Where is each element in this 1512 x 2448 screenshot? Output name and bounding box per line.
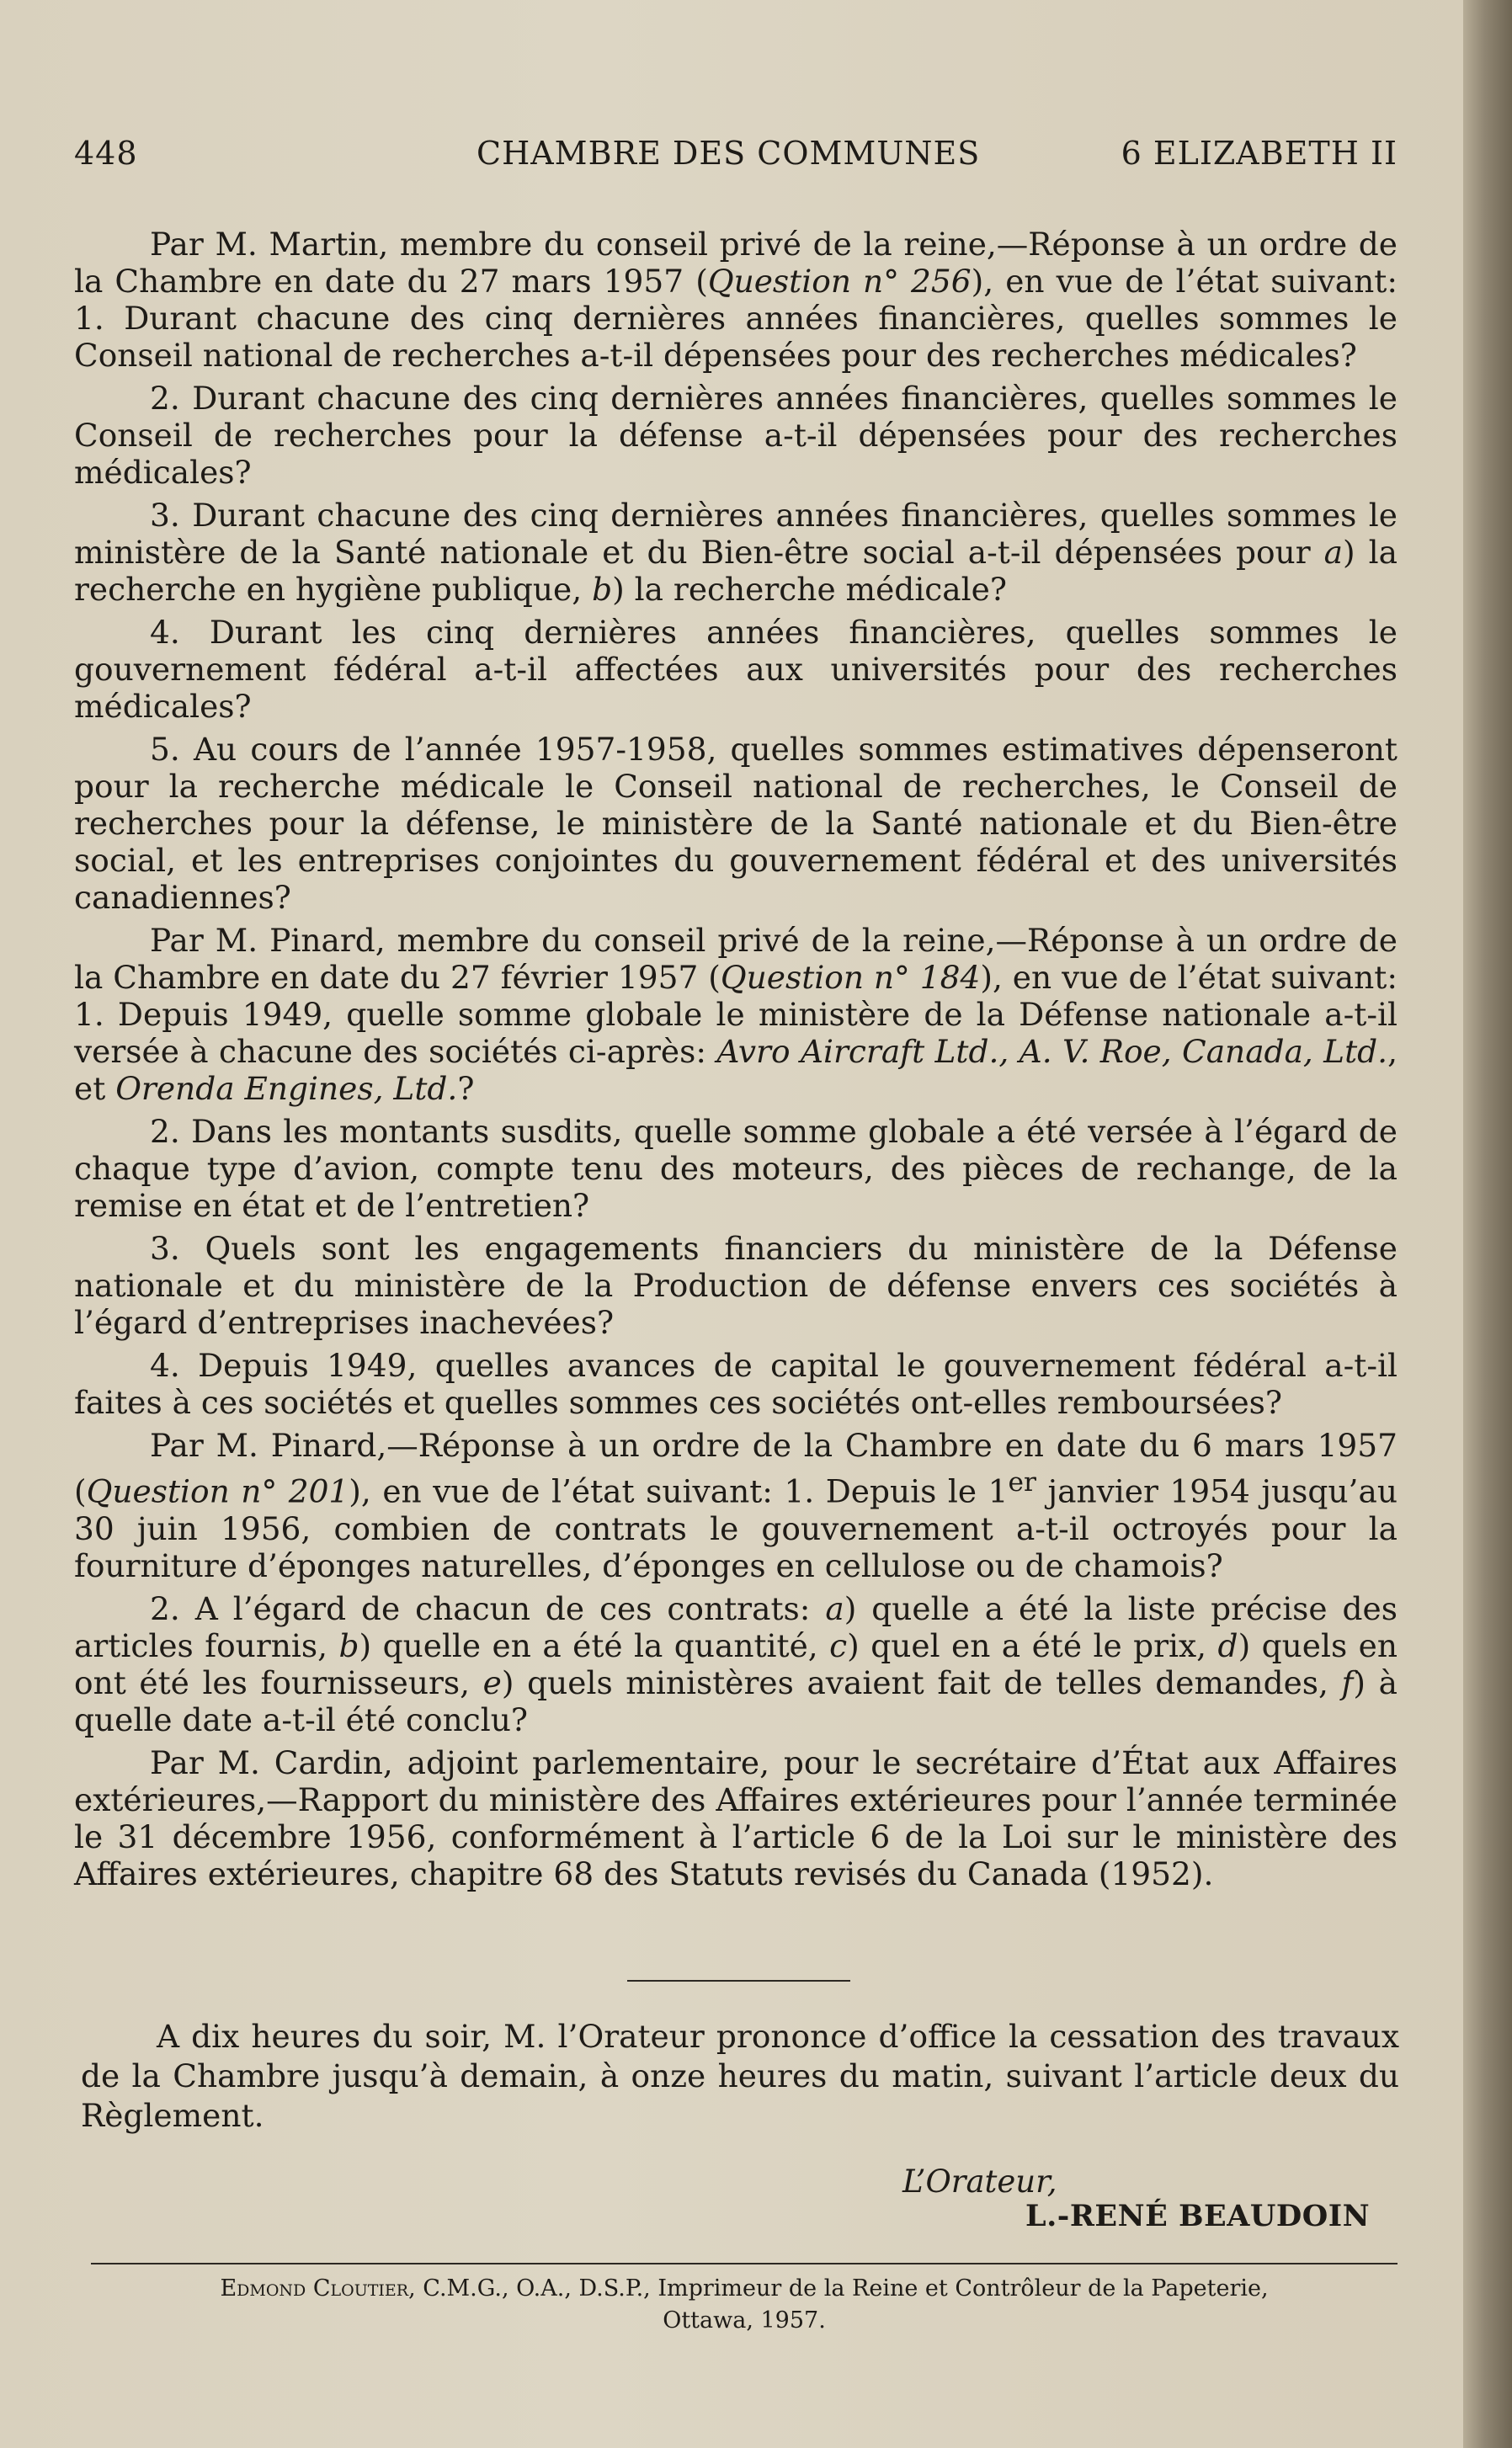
paragraph-item-5: 5. Au cours de l’année 1957-1958, quelles sommes estimatives dépenseront pour la recherche médicale le Conseil national de recherches, le Conseil de recherches pour la défense, le ministère de la Santé nationale et du Bien-être social, et les entreprises conjointes du gouvernement fédéral et des universités canadiennes? (74, 731, 1398, 916)
paragraph-cardin-report: Par M. Cardin, adjoint parlementaire, pour le secrétaire d’État aux Affaires extérieures,—Rapport du ministère des Affaires extérieures pour l’année terminée le 31 décembre 1956, conformément à l’article 6 de la Loi sur le ministère des Affaires extérieures, chapitre 68 des Statuts revisés du Canada (1952). (74, 1743, 1398, 1892)
signature-name: L.-RENÉ BEAUDOIN (1025, 2199, 1371, 2233)
printer-imprint (91, 2273, 1398, 2337)
journal-body (74, 226, 1398, 1898)
paragraph-martin-question-256: Par M. Martin, membre du conseil privé de la reine,—Réponse à un ordre de la Chambre en date du 27 mars 1957 (Question n° 256), en vue de l’état suivant: 1. Durant chacune des cinq dernières années financières, quelles sommes le Conseil national de recherches a-t-il dépensées pour des recherches médicales? (74, 226, 1398, 374)
imprint-line-1: Edmond Cloutier, C.M.G., O.A., D.S.P., Imprimeur de la Reine et Contrôleur de la Papeterie, (220, 2275, 1269, 2302)
chamber-title: CHAMBRE DES COMMUNES (476, 135, 981, 172)
paragraph-item-4: 4. Durant les cinq dernières années financières, quelles sommes le gouvernement fédéral a-t-il affectées aux universités pour des recherches médicales? (74, 614, 1398, 725)
paragraph-184-item-2: 2. Dans les montants susdits, quelle somme globale a été versée à l’égard de chaque type d’avion, compte tenu des moteurs, des pièces de rechange, de la remise en état et de l’entretien? (74, 1113, 1398, 1224)
book-spine-edge (1463, 0, 1512, 2448)
paragraph-item-3: 3. Durant chacune des cinq dernières années financières, quelles sommes le ministère de la Santé nationale et du Bien-être social a-t-il dépensées pour a) la recherche en hygiène publique, b) la recherche médicale? (74, 497, 1398, 608)
paragraph-pinard-question-184: Par M. Pinard, membre du conseil privé de la reine,—Réponse à un ordre de la Chambre en date du 27 février 1957 (Question n° 184), en vue de l’état suivant: 1. Depuis 1949, quelle somme globale le ministère de la Défense nationale a-t-il versée à chacune des sociétés ci-après: Avro Aircraft Ltd., A. V. Roe, Canada, Ltd., et Orenda Engines, Ltd.? (74, 922, 1398, 1107)
signature-label: L’Orateur, (902, 2163, 1057, 2200)
paragraph-184-item-4: 4. Depuis 1949, quelles avances de capital le gouvernement fédéral a-t-il faites à ces sociétés et quelles sommes ces sociétés ont-elles remboursées? (74, 1347, 1398, 1421)
footer-rule (91, 2263, 1398, 2264)
paragraph-item-2: 2. Durant chacune des cinq dernières années financières, quelles sommes le Conseil de recherches pour la défense a-t-il dépensées pour des recherches médicales? (74, 380, 1398, 491)
paragraph-184-item-3: 3. Quels sont les engagements financiers du ministère de la Défense nationale et du ministère de la Production de défense envers ces sociétés à l’égard d’entreprises inachevées? (74, 1230, 1398, 1341)
printer-name: Edmond Cloutier (220, 2275, 409, 2302)
running-header (74, 135, 1398, 173)
paragraph-201-item-2: 2. A l’égard de chacun de ces contrats: a) quelle a été la liste précise des articles fournis, b) quelle en a été la quantité, c) quel en a été le prix, d) quels en ont été les fournisseurs, e) quels ministères avaient fait de telles demandes, f) à quelle date a-t-il été conclu? (74, 1589, 1398, 1738)
adjournment-notice (81, 2017, 1399, 2136)
page-number: 448 (74, 135, 138, 172)
session-label: 6 ELIZABETH II (1121, 135, 1398, 172)
imprint-line-2: Ottawa, 1957. (663, 2307, 826, 2334)
paragraph-pinard-question-201: Par M. Pinard,—Réponse à un ordre de la Chambre en date du 6 mars 1957 (Question n° 201), en vue de l’état suivant: 1. Depuis le 1er janvier 1954 jusqu’au 30 juin 1956, combien de contrats le gouvernement a-t-il octroyés pour la fourniture d’éponges naturelles, d’éponges en cellulose ou de chamois? (74, 1427, 1398, 1584)
adjournment-text: A dix heures du soir, M. l’Orateur prononce d’office la cessation des travaux de la Chambre jusqu’à demain, à onze heures du matin, suivant l’article deux du Règlement. (81, 2018, 1399, 2134)
section-divider (627, 1980, 850, 1982)
